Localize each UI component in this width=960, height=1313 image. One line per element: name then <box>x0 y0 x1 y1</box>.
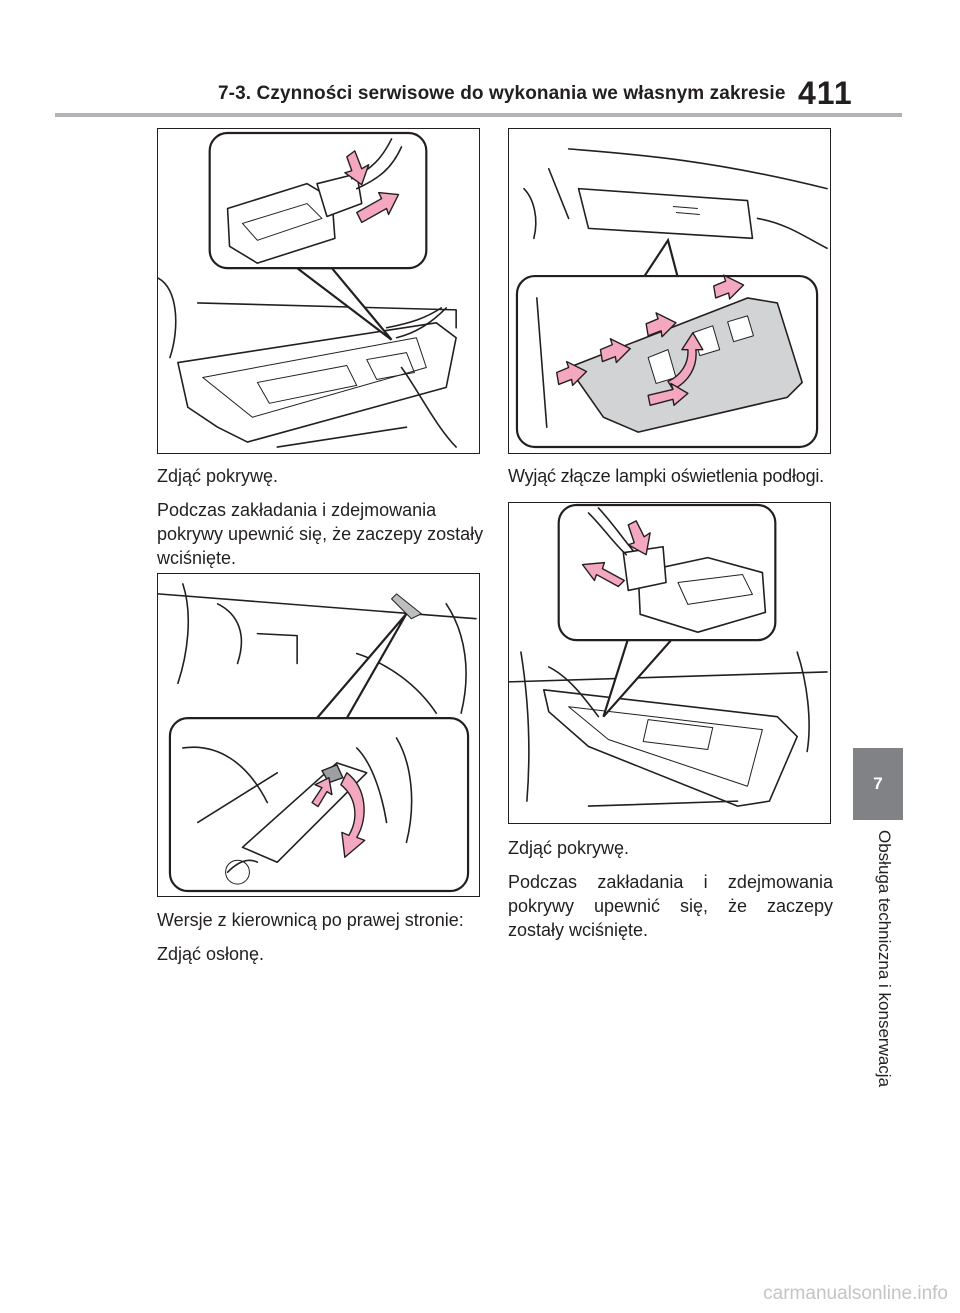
header-title: 7-3. Czynności serwisowe do wykonania we własnym zakresie <box>218 83 786 104</box>
chapter-side-label: Obsługa techniczna i konserwacja <box>875 830 894 1088</box>
trim-illustration <box>158 574 479 896</box>
figure-connector-cover-right <box>508 502 831 824</box>
figure-cover-removal-left <box>157 128 480 454</box>
figure-trim-removal-rhd <box>157 573 480 897</box>
right-caption-block-1 <box>508 464 838 498</box>
page-number: 411 <box>798 75 853 111</box>
right-caption-remove-connector: Wyjąć złącze lampki oświetlenia podłogi. <box>508 466 824 486</box>
panel-illustration <box>509 129 830 453</box>
cover-illustration-2 <box>509 503 830 823</box>
left-caption-rhd-versions: Wersje z kierownicą po prawej stronie: <box>157 910 464 930</box>
right-caption-clips-note: Podczas zakładania i zdejmowania pokrywy upewnić się, że zaczepy zostały wciśnięte. <box>508 872 833 940</box>
left-caption-clips-note: Podczas zakładania i zdejmowania pokrywy upewnić się, że zaczepy zostały wciśnięte. <box>157 500 484 568</box>
left-caption-remove-trim: Zdjąć osłonę. <box>157 944 265 964</box>
left-caption-remove-cover: Zdjąć pokrywę. <box>157 466 279 486</box>
figure-lower-panel-removal <box>508 128 831 454</box>
chapter-tab: 7 <box>853 748 903 820</box>
right-caption-block-2 <box>508 836 833 952</box>
header-rule <box>55 113 902 117</box>
watermark: carmanualsonline.info <box>763 1283 948 1304</box>
right-caption-remove-cover: Zdjąć pokrywę. <box>508 838 630 858</box>
left-caption-block-2 <box>157 908 497 976</box>
cover-illustration-1 <box>158 129 479 453</box>
left-caption-block-1 <box>157 464 487 580</box>
